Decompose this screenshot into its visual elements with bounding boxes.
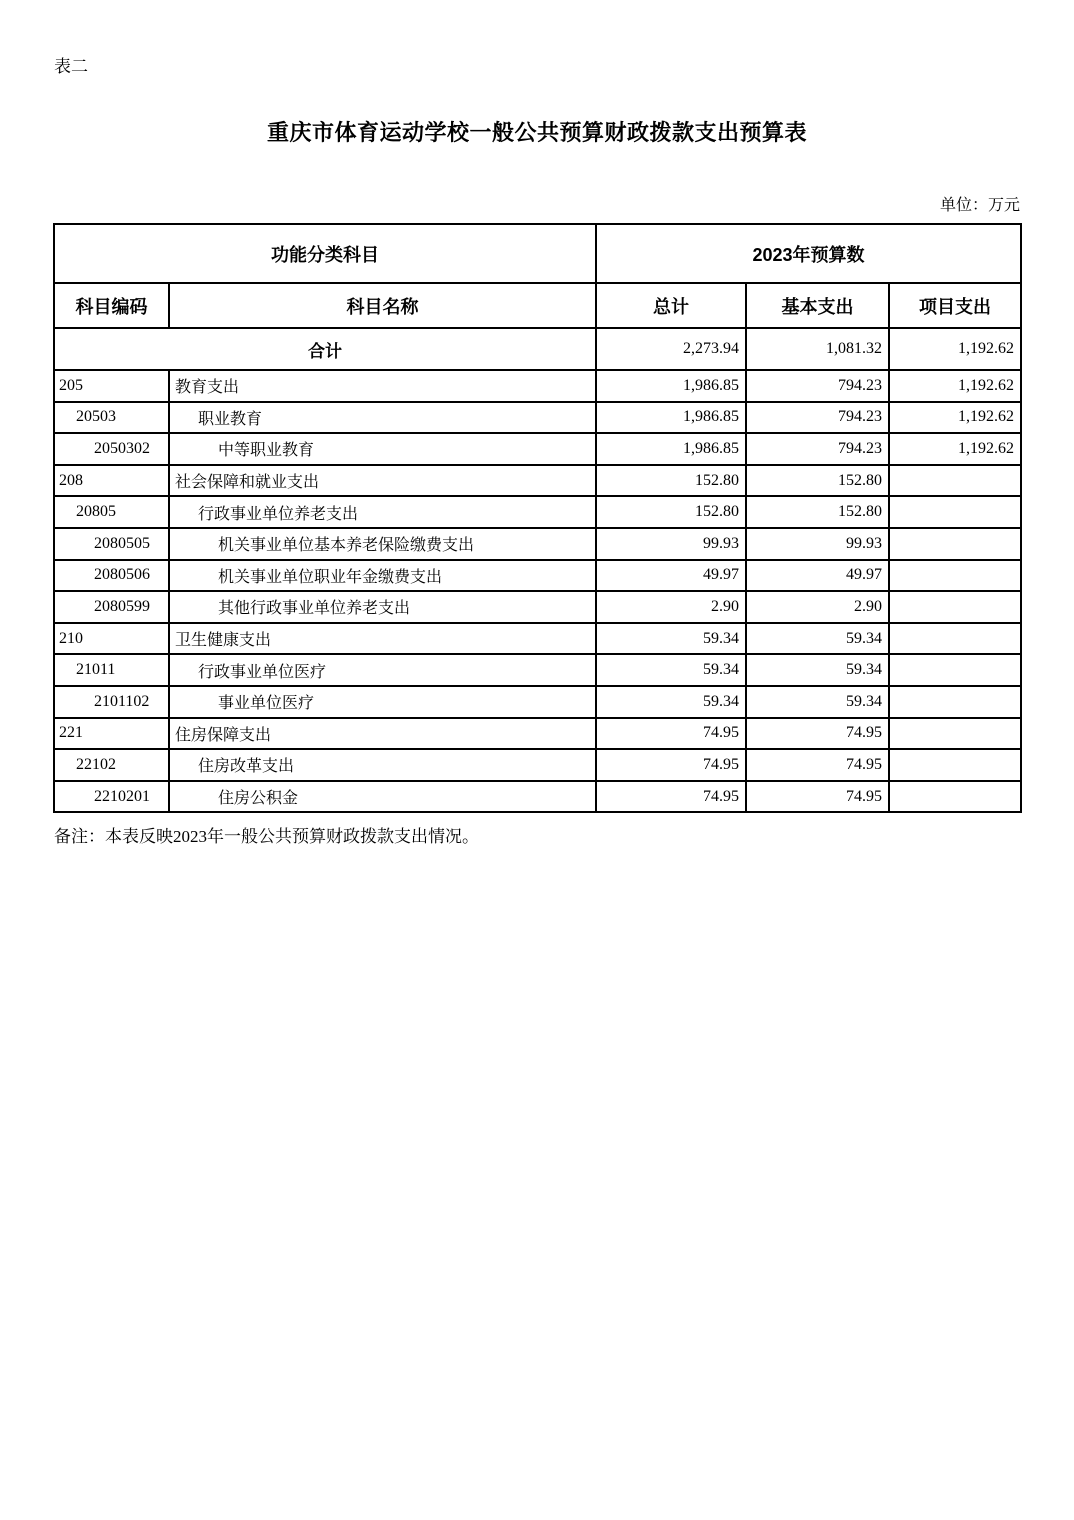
grand-total-row [54,328,1021,370]
total-cell: 74.95 [596,749,746,781]
total-cell: 59.34 [596,654,746,686]
code-cell: 208 [54,465,169,497]
project-cell [889,718,1021,750]
code-cell: 210 [54,623,169,655]
header-group-row [54,224,1021,283]
total-cell: 49.97 [596,560,746,592]
total-cell: 2,273.94 [596,328,746,370]
unit-label: 单位：万元 [939,197,1020,214]
project-cell [889,560,1021,592]
header-functional-classification: 功能分类科目 [54,224,596,283]
project-cell [889,591,1021,623]
code-cell: 2080599 [54,591,169,623]
basic-cell: 1,081.32 [746,328,889,370]
column-header-code: 科目编码 [54,283,169,328]
header-budget-2023: 2023年预算数 [596,224,1021,283]
code-cell: 22102 [54,749,169,781]
code-cell: 2210201 [54,781,169,813]
table-row [54,654,1021,686]
basic-cell: 74.95 [746,718,889,750]
project-cell [889,749,1021,781]
total-cell: 1,986.85 [596,370,746,402]
table-row [54,433,1021,465]
total-cell: 99.93 [596,528,746,560]
page-title: 重庆市体育运动学校一般公共预算财政拨款支出预算表 [266,120,807,145]
column-header-name: 科目名称 [169,283,596,328]
table-row [54,465,1021,497]
project-cell: 1,192.62 [889,328,1021,370]
table-row [54,781,1021,813]
code-cell: 221 [54,718,169,750]
project-cell [889,496,1021,528]
name-cell: 机关事业单位职业年金缴费支出 [169,560,596,592]
basic-cell: 59.34 [746,623,889,655]
name-cell: 社会保障和就业支出 [169,465,596,497]
name-cell: 住房改革支出 [169,749,596,781]
basic-cell: 794.23 [746,433,889,465]
basic-cell: 74.95 [746,781,889,813]
name-cell: 行政事业单位养老支出 [169,496,596,528]
basic-cell: 152.80 [746,496,889,528]
total-cell: 74.95 [596,781,746,813]
project-cell: 1,192.62 [889,370,1021,402]
name-cell: 教育支出 [169,370,596,402]
table-row [54,686,1021,718]
table-row [54,528,1021,560]
total-cell: 152.80 [596,465,746,497]
column-header-project: 项目支出 [889,283,1021,328]
basic-cell: 74.95 [746,749,889,781]
total-cell: 2.90 [596,591,746,623]
name-cell: 机关事业单位基本养老保险缴费支出 [169,528,596,560]
total-cell: 152.80 [596,496,746,528]
code-cell: 2101102 [54,686,169,718]
table-row [54,623,1021,655]
code-cell: 2080505 [54,528,169,560]
name-cell: 中等职业教育 [169,433,596,465]
project-cell [889,465,1021,497]
project-cell [889,528,1021,560]
code-cell: 20805 [54,496,169,528]
project-cell: 1,192.62 [889,402,1021,434]
basic-cell: 99.93 [746,528,889,560]
table-row [54,591,1021,623]
basic-cell: 152.80 [746,465,889,497]
project-cell [889,686,1021,718]
code-cell: 2080506 [54,560,169,592]
basic-cell: 49.97 [746,560,889,592]
table-body [54,328,1021,812]
basic-cell: 794.23 [746,402,889,434]
table-number-label: 表二 [54,57,88,76]
code-cell: 21011 [54,654,169,686]
code-cell: 205 [54,370,169,402]
project-cell [889,623,1021,655]
budget-table [53,223,1022,813]
total-cell: 1,986.85 [596,433,746,465]
table-row [54,402,1021,434]
code-cell: 2050302 [54,433,169,465]
project-cell: 1,192.62 [889,433,1021,465]
header-columns-row [54,283,1021,328]
name-cell: 职业教育 [169,402,596,434]
name-cell: 事业单位医疗 [169,686,596,718]
basic-cell: 59.34 [746,686,889,718]
basic-cell: 2.90 [746,591,889,623]
project-cell [889,781,1021,813]
total-cell: 59.34 [596,686,746,718]
footnote: 备注：本表反映2023年一般公共预算财政拨款支出情况。 [54,827,479,846]
column-header-total: 总计 [596,283,746,328]
name-cell: 住房公积金 [169,781,596,813]
table-row [54,560,1021,592]
total-cell: 59.34 [596,623,746,655]
name-cell: 住房保障支出 [169,718,596,750]
code-cell: 20503 [54,402,169,434]
total-cell: 1,986.85 [596,402,746,434]
basic-cell: 59.34 [746,654,889,686]
project-cell [889,654,1021,686]
table-row [54,370,1021,402]
total-label-cell: 合计 [54,328,596,370]
name-cell: 行政事业单位医疗 [169,654,596,686]
name-cell: 卫生健康支出 [169,623,596,655]
table-row [54,496,1021,528]
name-cell: 其他行政事业单位养老支出 [169,591,596,623]
total-cell: 74.95 [596,718,746,750]
table-row [54,749,1021,781]
column-header-basic: 基本支出 [746,283,889,328]
basic-cell: 794.23 [746,370,889,402]
table-row [54,718,1021,750]
